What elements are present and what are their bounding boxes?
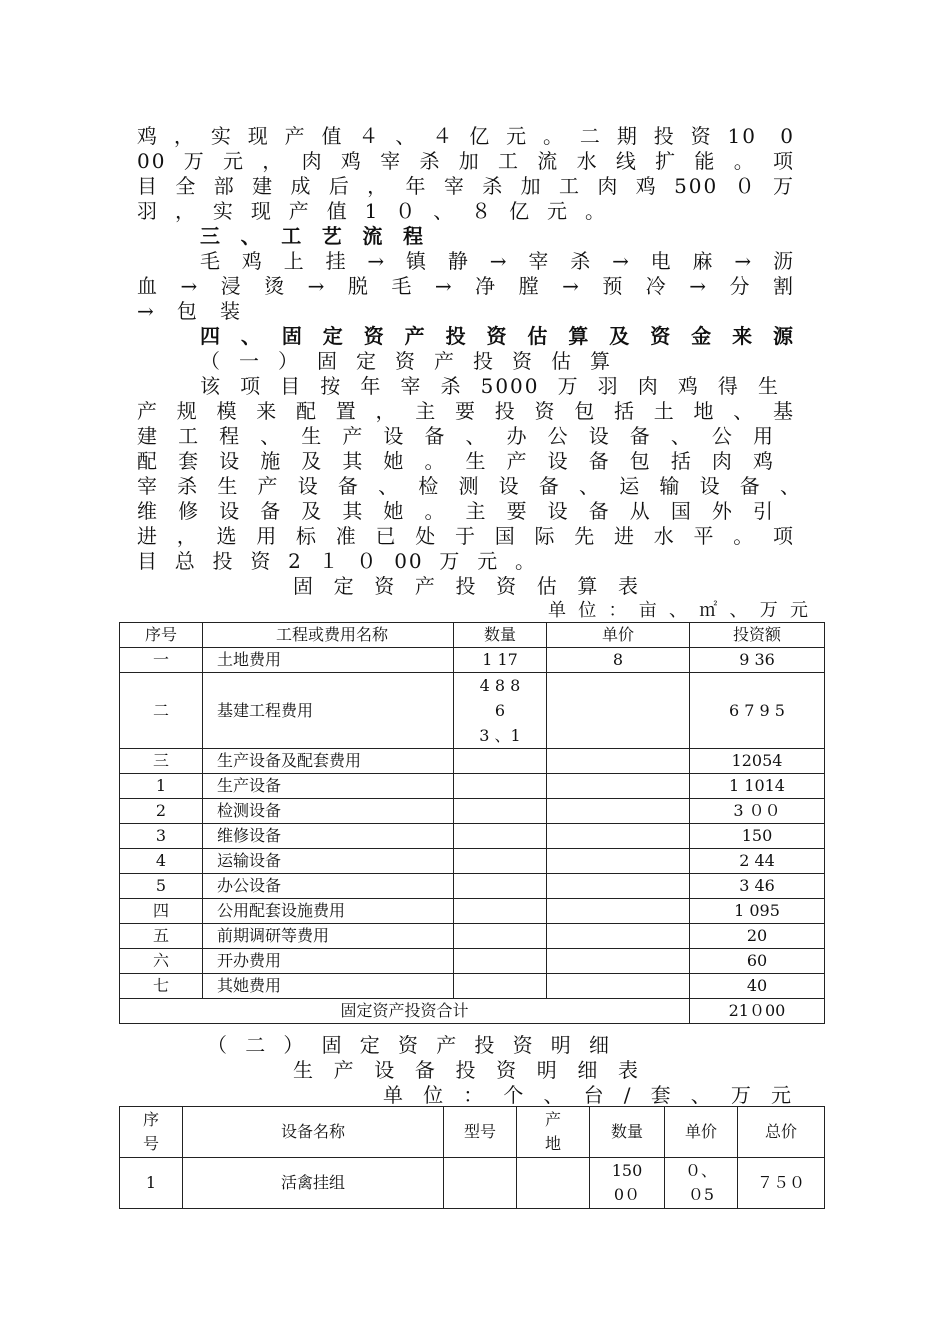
table-title: 生产设备投资明细表 [293,1058,640,1082]
row-number: 4 [120,849,203,874]
unit-price [547,974,690,999]
quantity-line: 6 [494,701,506,720]
total-value: 21０00 [690,999,825,1024]
total-label: 固定资产投资合计 [120,999,690,1024]
equipment-detail-table [119,1106,825,1209]
header-cell: 单价 [547,623,690,648]
item-name: 检测设备 [203,799,454,824]
row-number: 六 [120,949,203,974]
item-name: 维修设备 [203,824,454,849]
price-line: ０、 [684,1161,717,1180]
subsection-heading: （二）固定资产投资明细 [207,1033,611,1057]
unit-price [547,799,690,824]
table-header-row [120,1107,825,1158]
paragraph-line: 00万元，肉鸡宰杀加工流水线扩能。项 [137,149,795,173]
quantity [454,673,547,749]
header-cell [517,1107,590,1158]
paragraph-line: 建工程、生产设备、办公设备、公用 [137,424,775,448]
header-line: 地 [544,1134,561,1153]
header-cell: 数量 [590,1107,665,1158]
row-number: 三 [120,749,203,774]
amount: 3 ００ [690,799,825,824]
quantity [454,974,547,999]
paragraph-line: →包装 [137,299,242,323]
quantity [454,924,547,949]
header-cell: 工程或费用名称 [203,623,454,648]
quantity [454,749,547,774]
investment-estimate-table [119,622,825,1024]
table-row [120,648,825,673]
row-number: 2 [120,799,203,824]
table-row [120,874,825,899]
table-header-row [120,623,825,648]
header-cell: 设备名称 [183,1107,444,1158]
row-number: 一 [120,648,203,673]
table-row [120,749,825,774]
header-cell: 数量 [454,623,547,648]
paragraph-line: 鸡，实现产值４、４亿元。二期投资10 0 [137,124,795,148]
quantity [454,849,547,874]
table-row [120,824,825,849]
paragraph-line: 进，选用标准已处于国际先进水平。项 [137,524,795,548]
quantity [590,1158,665,1209]
header-cell: 投资额 [690,623,825,648]
quantity-line: 3 、1 [479,726,521,745]
header-cell: 单价 [665,1107,738,1158]
quantity-line: 0０ [613,1185,641,1204]
table-row [120,924,825,949]
paragraph-line: 配套设施及其她。生产设备包括肉鸡 [137,449,775,473]
amount: 20 [690,924,825,949]
unit-price [547,849,690,874]
table-row [120,1158,825,1209]
quantity [454,949,547,974]
header-cell: 型号 [444,1107,517,1158]
item-name: 其她费用 [203,974,454,999]
item-name: 运输设备 [203,849,454,874]
quantity [454,824,547,849]
header-line: 号 [142,1134,159,1153]
amount: 2 44 [690,849,825,874]
paragraph-line: 宰杀生产设备、检测设备、运输设备、 [137,474,802,498]
row-number: 1 [120,1158,183,1209]
row-number: 二 [120,673,203,749]
table-title: 固定资产投资估算表 [293,574,640,598]
amount: 1 095 [690,899,825,924]
paragraph-line: 目总投资2１０00万元。 [137,549,537,573]
header-line: 序 [142,1110,159,1129]
row-number: 1 [120,774,203,799]
unit-price [547,774,690,799]
price-line: ０5 [687,1185,715,1204]
table-row [120,974,825,999]
header-cell: 总价 [738,1107,825,1158]
item-name: 开办费用 [203,949,454,974]
paragraph-line: 该项目按年宰杀5000万羽肉鸡得生 [200,374,780,398]
quantity-line: 150 [611,1161,643,1180]
amount: 3 46 [690,874,825,899]
table-row [120,949,825,974]
amount: 12054 [690,749,825,774]
unit-price [547,749,690,774]
quantity: 1 17 [454,648,547,673]
unit-price [547,899,690,924]
origin [517,1158,590,1209]
item-name: 前期调研等费用 [203,924,454,949]
table-row [120,899,825,924]
model [444,1158,517,1209]
amount: 9 36 [690,648,825,673]
paragraph-line: 羽，实现产值1０、８亿元。 [137,199,607,223]
amount: 40 [690,974,825,999]
item-name: 土地费用 [203,648,454,673]
paragraph-line: 产规模来配置，主要投资包括土地、基 [137,399,795,423]
paragraph-line: 目全部建成后，年宰杀加工肉鸡500０万 [137,174,795,198]
header-cell: 序号 [120,623,203,648]
row-number: 五 [120,924,203,949]
total-price: ７５０ [738,1158,825,1209]
table-row [120,849,825,874]
row-number: 5 [120,874,203,899]
quantity [454,774,547,799]
amount: 150 [690,824,825,849]
quantity-line: 4 8 8 [479,676,521,695]
header-cell [120,1107,183,1158]
amount: 60 [690,949,825,974]
paragraph-line: 血→浸烫→脱毛→净膛→预冷→分割 [137,274,795,298]
item-name: 基建工程费用 [203,673,454,749]
unit-price [547,949,690,974]
item-name: 生产设备 [203,774,454,799]
paragraph-line: 维修设备及其她。主要设备从国外引 [137,499,775,523]
unit-price [665,1158,738,1209]
item-name: 公用配套设施费用 [203,899,454,924]
table-unit: 单位：亩、㎡、万元 [548,600,810,621]
row-number: 七 [120,974,203,999]
section-heading: 三、工艺流程 [200,224,425,248]
section-heading: 四、固定资产投资估算及资金来源 [200,324,795,348]
unit-price [547,874,690,899]
unit-price [547,673,690,749]
item-name: 办公设备 [203,874,454,899]
table-row [120,673,825,749]
paragraph-line: 毛鸡上挂→镇静→宰杀→电麻→沥 [200,249,795,273]
total-row [120,999,825,1024]
table-row [120,799,825,824]
subsection-heading: （一）固定资产投资估算 [200,349,612,373]
item-name: 生产设备及配套费用 [203,749,454,774]
quantity [454,899,547,924]
quantity [454,874,547,899]
quantity [454,799,547,824]
row-number: 四 [120,899,203,924]
amount: 1 1014 [690,774,825,799]
unit-price: 8 [547,648,690,673]
row-number: 3 [120,824,203,849]
header-line: 产 [544,1110,561,1129]
table-unit: 单位：个、台/套、万元 [383,1083,793,1107]
unit-price [547,924,690,949]
amount: 6 7 9 5 [690,673,825,749]
table-row [120,774,825,799]
unit-price [547,824,690,849]
equipment-name: 活禽挂组 [183,1158,444,1209]
